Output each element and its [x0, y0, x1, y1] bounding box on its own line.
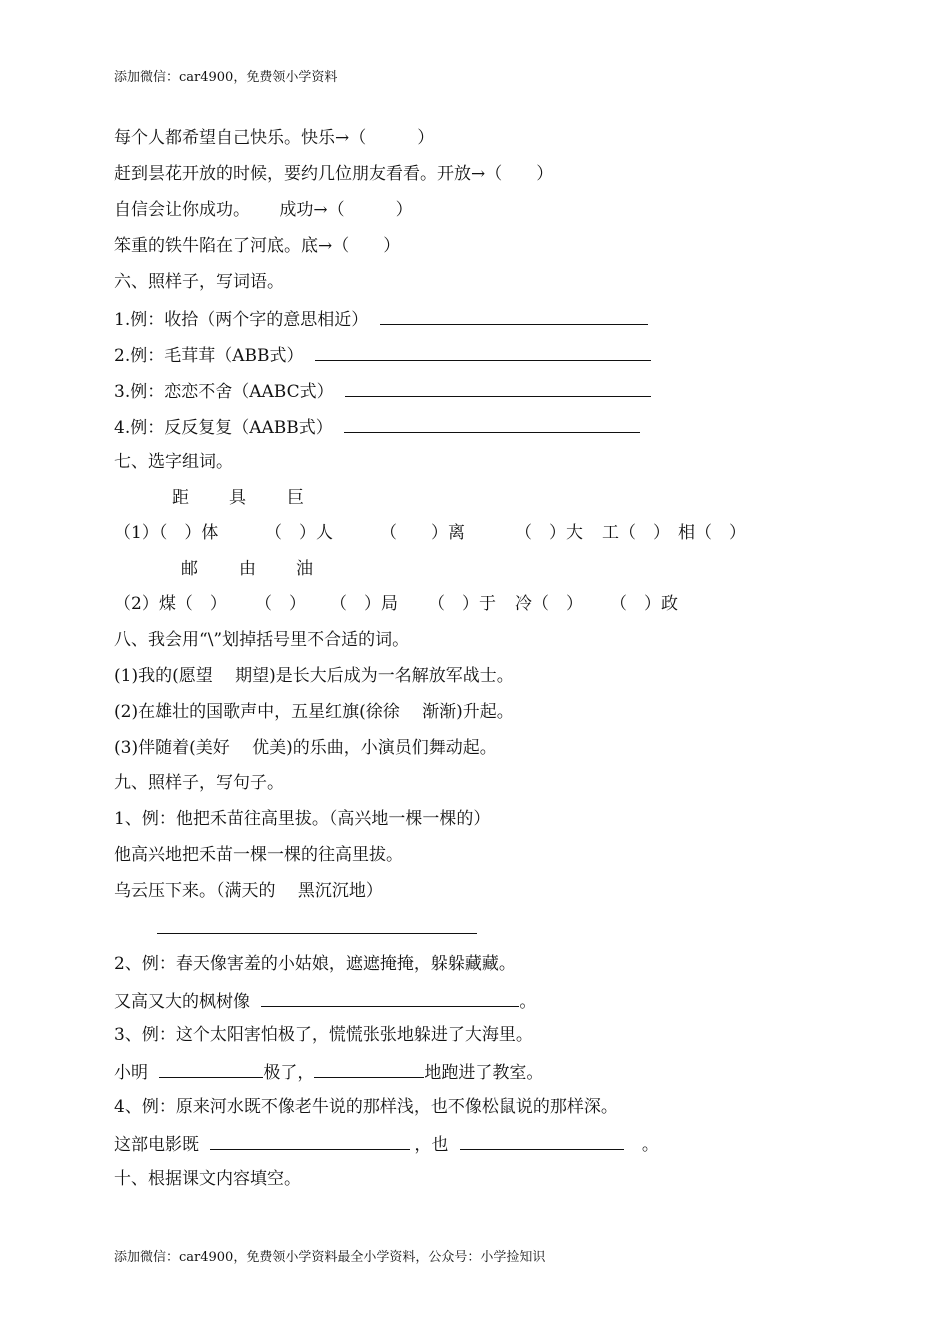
answer-line[interactable] — [315, 344, 651, 361]
answer-line[interactable] — [345, 380, 651, 397]
answer-line[interactable] — [159, 1061, 263, 1078]
answer-line[interactable] — [210, 1133, 410, 1150]
s7-char: 具 — [229, 488, 246, 508]
s5-line-2: 赶到昙花开放的时候，要约几位朋友看看。开放→（ ） — [114, 164, 554, 184]
s5-line-3-sentence: 自信会让你成功。 — [114, 200, 250, 220]
s9-example-4: 4、例：原来河水既不像老牛说的那样浅，也不像松鼠说的那样深。 — [114, 1097, 618, 1117]
s6-item-4 — [114, 416, 640, 438]
s6-item-1 — [114, 308, 648, 330]
s5-line-3-blank: 成功→（ ） — [279, 200, 413, 220]
s6-item-4-label: 4.例：反反复复（AABB式） — [114, 418, 333, 438]
s9-exercise-3-a: 小明 — [114, 1063, 148, 1083]
s7-blank: （ ） — [255, 594, 306, 614]
s9-exercise-3-c: 地跑进了教室。 — [424, 1063, 544, 1083]
s7-title: 七、选字组词。 — [114, 452, 233, 472]
answer-line[interactable] — [157, 916, 477, 934]
s6-item-3-label: 3.例：恋恋不舍（AABC式） — [114, 382, 334, 402]
s6-item-2-label: 2.例：毛茸茸（ABB式） — [114, 346, 304, 366]
answer-line[interactable] — [460, 1133, 624, 1150]
s5-line-4: 笨重的铁牛陷在了河底。底→（ ） — [114, 236, 401, 256]
s9-title: 九、照样子，写句子。 — [114, 773, 284, 793]
s7-blank: （ ）人 — [265, 523, 333, 543]
page-header: 添加微信：car4900，免费领小学资料 — [114, 70, 338, 85]
s8-line-3: (3)伴随着(美好 优美)的乐曲，小演员们舞动起。 — [114, 738, 497, 758]
s7-blank: （ ）于 — [428, 594, 496, 614]
s7-char: 巨 — [287, 488, 304, 508]
s9-exercise-1: 乌云压下来。（满天的 黑沉沉地） — [114, 881, 383, 901]
s7-blank: 冷（ ） — [515, 594, 583, 614]
s7-blank: （ ）大 — [515, 523, 583, 543]
s9-exercise-2 — [114, 990, 536, 1012]
s7-blank: 相（ ） — [678, 523, 746, 543]
s9-exercise-4-a: 这部电影既 — [114, 1135, 199, 1155]
s6-item-1-label: 1.例：收拾（两个字的意思相近） — [114, 310, 369, 330]
s9-exercise-4-c: 。 — [641, 1135, 659, 1155]
answer-line[interactable] — [344, 416, 640, 433]
s9-exercise-3 — [114, 1061, 543, 1083]
s7-blank: （ ）政 — [610, 594, 678, 614]
s9-exercise-2-end: 。 — [519, 992, 537, 1012]
s7-char: 距 — [172, 488, 189, 508]
s10-title: 十、根据课文内容填空。 — [114, 1169, 301, 1189]
s5-line-1: 每个人都希望自己快乐。快乐→（ ） — [114, 128, 435, 148]
s6-item-3 — [114, 380, 651, 402]
s9-exercise-3-b: 极了， — [263, 1063, 315, 1083]
s9-exercise-4 — [114, 1133, 659, 1155]
s9-example-1: 1、例：他把禾苗往高里拔。（高兴地一棵一棵的） — [114, 809, 491, 829]
answer-line[interactable] — [261, 990, 519, 1007]
s7-blank: （2）煤（ ） — [114, 594, 227, 614]
s8-title: 八、我会用“\”划掉括号里不合适的词。 — [114, 630, 410, 650]
s7-char: 油 — [296, 559, 313, 579]
s8-line-1: (1)我的(愿望 期望)是长大后成为一名解放军战士。 — [114, 666, 514, 686]
s9-example-1-answer: 他高兴地把禾苗一棵一棵的往高里拔。 — [114, 845, 403, 865]
s9-example-2: 2、例：春天像害羞的小姑娘，遮遮掩掩，躲躲藏藏。 — [114, 954, 516, 974]
page-footer: 添加微信：car4900，免费领小学资料最全小学资料，公众号：小学捡知识 — [114, 1250, 546, 1265]
s7-char: 由 — [239, 559, 256, 579]
s7-blank: （1）（ ）体 — [114, 523, 219, 543]
s5-line-3 — [114, 200, 413, 220]
s9-exercise-2-label: 又高又大的枫树像 — [114, 992, 250, 1012]
s6-item-2 — [114, 344, 651, 366]
s7-char: 邮 — [181, 559, 198, 579]
answer-line[interactable] — [314, 1061, 424, 1078]
s9-exercise-4-b: ，也 — [414, 1135, 449, 1155]
s9-example-3: 3、例：这个太阳害怕极了，慌慌张张地躲进了大海里。 — [114, 1025, 533, 1045]
s8-line-2: (2)在雄壮的国歌声中，五星红旗(徐徐 渐渐)升起。 — [114, 702, 514, 722]
s7-blank: （ ）局 — [330, 594, 398, 614]
s7-blank: 工（ ） — [602, 523, 670, 543]
s6-title: 六、照样子，写词语。 — [114, 272, 284, 292]
s7-blank: （ ）离 — [380, 523, 465, 543]
answer-line[interactable] — [380, 308, 648, 325]
